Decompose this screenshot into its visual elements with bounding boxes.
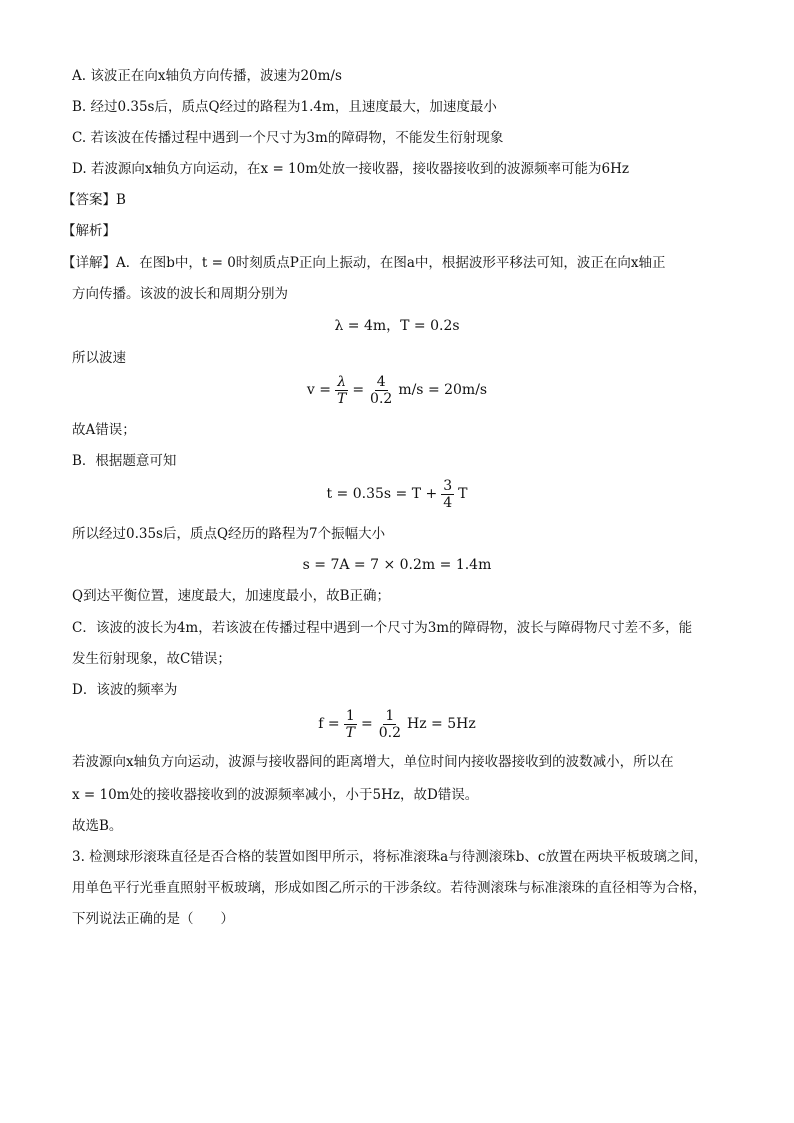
fraction-denominator: 0.2	[370, 390, 393, 407]
eq-lhs: t = 0.35s = T +	[326, 486, 438, 502]
equation-wave-speed	[0, 372, 794, 408]
fraction-numerator: λ	[337, 373, 347, 390]
fraction	[377, 708, 403, 741]
eq-rhs: m/s = 20m/s	[398, 382, 488, 398]
question-3-line-3: 下列说法正确的是（ ）	[72, 911, 234, 927]
detail-line-4: 故A错误；	[72, 422, 136, 438]
fraction-denominator: 0.2	[378, 724, 401, 741]
detail-line-7: Q到达平衡位置，速度最大，加速度最小，故B正确；	[72, 588, 390, 604]
eq-lhs: f =	[318, 716, 340, 732]
detail-line-1: 【详解】A．在图b中，t = 0时刻质点P正向上振动，在图a中，根据波形平移法可知，波正在向x轴正	[62, 255, 666, 271]
eq-equals: =	[352, 382, 365, 398]
question-3-line-2: 用单色平行光垂直照射平板玻璃，形成如图乙所示的干涉条纹。若待测滚珠与标准滚珠的直径相等为合格，	[72, 880, 707, 896]
eq-equals: =	[361, 716, 373, 732]
fraction	[441, 478, 454, 511]
detail-line-10: D．该波的频率为	[72, 682, 178, 698]
fraction-numerator: 1	[345, 707, 355, 724]
detail-line-13: 故选B。	[72, 818, 123, 834]
option-d: D. 若波源向x轴负方向运动，在x = 10m处放一接收器，接收器接收到的波源频率可能为6Hz	[72, 161, 629, 177]
fraction	[368, 374, 394, 407]
fraction-numerator: 1	[385, 707, 395, 724]
equation-time	[0, 476, 794, 512]
detail-line-9: 发生衍射现象，故C错误；	[72, 651, 231, 667]
fraction-numerator: 3	[443, 477, 453, 494]
fraction-numerator: 4	[376, 373, 386, 390]
equation-wavelength-period: λ = 4m，T = 0.2s	[334, 318, 460, 334]
fraction-denominator: T	[336, 390, 347, 407]
detail-line-6: 所以经过0.35s后，质点Q经历的路程为7个振幅大小	[72, 526, 386, 542]
option-c: C. 若该波在传播过程中遇到一个尺寸为3m的障碍物，不能发生衍射现象	[72, 130, 504, 146]
detail-line-8: C．该波的波长为4m，若该波在传播过程中遇到一个尺寸为3m的障碍物，波长与障碍物尺寸差不多，能	[72, 620, 693, 636]
equation-path-length: s = 7A = 7 × 0.2m = 1.4m	[302, 557, 492, 573]
detail-line-12: x = 10m处的接收器接收到的波源频率减小，小于5Hz，故D错误。	[72, 787, 479, 803]
fraction-denominator: T	[345, 724, 355, 741]
eq-lhs: v =	[306, 382, 331, 398]
eq-rhs: Hz = 5Hz	[407, 716, 476, 732]
answer-label: 【答案】B	[62, 192, 126, 208]
question-3-line-1: 3. 检测球形滚珠直径是否合格的装置如图甲所示，将标准滚珠a与待测滚珠b、c放置在两块平板玻璃之间，	[72, 849, 708, 865]
fraction	[335, 374, 348, 407]
detail-line-3: 所以波速	[72, 350, 126, 366]
eq-rhs: T	[458, 486, 468, 502]
detail-line-2: 方向传播。该波的波长和周期分别为	[72, 286, 288, 302]
option-b: B. 经过0.35s后，质点Q经过的路程为1.4m，且速度最大，加速度最小	[72, 99, 497, 115]
fraction	[344, 708, 357, 741]
analysis-label: 【解析】	[62, 223, 116, 239]
fraction-denominator: 4	[443, 494, 453, 511]
equation-frequency	[0, 706, 794, 742]
detail-line-11: 若波源向x轴负方向运动，波源与接收器间的距离增大，单位时间内接收器接收到的波数减小，所以在	[72, 754, 674, 770]
option-a: A. 该波正在向x轴负方向传播，波速为20m/s	[72, 68, 342, 84]
detail-line-5: B．根据题意可知	[72, 453, 177, 469]
